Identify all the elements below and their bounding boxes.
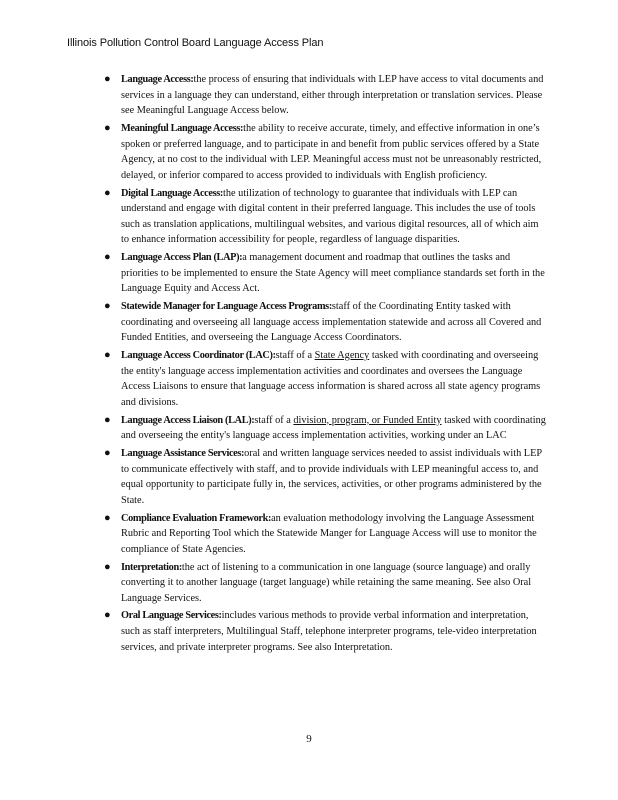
definition-list <box>104 72 549 657</box>
bullet-icon: ● <box>104 186 111 199</box>
definition-item-oral-language-services <box>104 608 549 655</box>
definition-text: tasked with coordinating and overseeing the entity's language access implementation activities, working under an LAC <box>121 414 546 442</box>
state-agency-link[interactable]: State Agency <box>314 350 370 362</box>
definition-item-digital-language-access <box>104 186 549 248</box>
definition-text: includes various methods to provide verbal information and interpretation, such as staff interpreters, Multilingual Staff, telephone interpreter programs, tele-video interpretation services, and private interpreter programs. See also Interpretation. <box>121 610 537 653</box>
bullet-icon: ● <box>104 413 111 426</box>
bullet-icon: ● <box>104 560 111 573</box>
definition-item-language-assistance-services <box>104 446 549 508</box>
page-header: Illinois Pollution Control Board Language Access Plan <box>67 37 324 49</box>
bullet-icon: ● <box>104 300 111 313</box>
definition-term: Oral Language Services: <box>121 610 222 622</box>
definition-term: Language Assistance Services: <box>121 447 245 459</box>
bullet-icon: ● <box>104 609 111 622</box>
definition-term: Digital Language Access: <box>121 187 223 199</box>
definition-item-meaningful-language-access <box>104 121 549 183</box>
bullet-icon: ● <box>104 446 111 459</box>
definition-item-language-access-coordinator <box>104 348 549 410</box>
definition-item-language-access <box>104 72 549 119</box>
bullet-icon: ● <box>104 251 111 264</box>
definition-term: Compliance Evaluation Framework: <box>121 512 272 524</box>
definition-text: the ability to receive accurate, timely, and effective information in one’s spoken or preferred language, and to participate in and benefit from public services offered by a State Agency, at no cost to the individual with LEP. Meaningful access must not be unreasonably restricted, delayed, or inferior compared to access provided to individuals with English proficiency. <box>121 122 542 181</box>
bullet-icon: ● <box>104 73 111 85</box>
definition-text: the act of listening to a communication in one language (source language) and orally converting it to another language (target language) while retaining the same meaning. See also Oral Language Services. <box>121 561 532 604</box>
definition-item-interpretation <box>104 560 549 607</box>
definition-text: the process of ensuring that individuals with LEP have access to vital documents and services in a language they can understand, either through interpretation or translation services. Please see Meaningful Language Access below. <box>121 74 544 117</box>
definition-text: the utilization of technology to guarantee that individuals with LEP can understand and engage with digital content in their preferred language. This includes the use of tools such as translation applications, multilingual websites, and various digital resources, all of which aim to enhance information accessibility for people, regardless of language disparities. <box>121 187 539 246</box>
definition-text: oral and written language services needed to assist individuals with LEP to communicate effectively with staff, and to provide individuals with LEP meaningful access to, and equal opportunity to participate fully in, the services, activities, or other programs administered by the State. <box>121 447 542 506</box>
definition-term: Language Access: <box>121 74 194 85</box>
definition-text: an evaluation methodology involving the Language Assessment Rubric and Reporting Tool which the Statewide Manger for Language Access will use to monitor the compliance of State Agencies. <box>121 512 537 555</box>
definition-item-language-access-plan <box>104 250 549 297</box>
definition-text-prefix: staff of a <box>254 414 294 426</box>
definition-term: Language Access Plan (LAP): <box>121 252 243 264</box>
definition-text: staff of the Coordinating Entity tasked with coordinating and overseeing all language access implementation statewide and across all Covered and Funded Entities, and overseeing the Language Access Coordinators. <box>121 301 542 344</box>
bullet-icon: ● <box>104 121 111 134</box>
page-number: 9 <box>306 733 312 745</box>
definition-term: Statewide Manager for Language Access Programs: <box>121 301 332 313</box>
definition-term: Meaningful Language Access: <box>121 122 244 134</box>
definition-text-prefix: staff of a <box>275 350 315 362</box>
definition-text: tasked with coordinating and overseeing the entity's language access implementation activities and coordinates and oversees the Language Access Liaisons to ensure that language access information is shared across all state agency programs and divisions. <box>121 350 541 408</box>
definition-item-language-access-liaison <box>104 413 549 444</box>
definition-term: Language Access Coordinator (LAC): <box>121 350 276 362</box>
funded-entity-link[interactable]: division, program, or Funded Entity <box>293 414 442 426</box>
definition-text: a management document and roadmap that outlines the tasks and priorities to be implemented to ensure the State Agency will meet compliance standards set forth in the Language Equity and Access Act. <box>121 252 545 295</box>
definition-term: Interpretation: <box>121 561 182 573</box>
bullet-icon: ● <box>104 349 111 362</box>
definition-item-statewide-manager <box>104 299 549 346</box>
bullet-icon: ● <box>104 511 111 524</box>
definition-item-compliance-evaluation-framework <box>104 511 549 558</box>
definition-term: Language Access Liaison (LAL): <box>121 414 255 426</box>
